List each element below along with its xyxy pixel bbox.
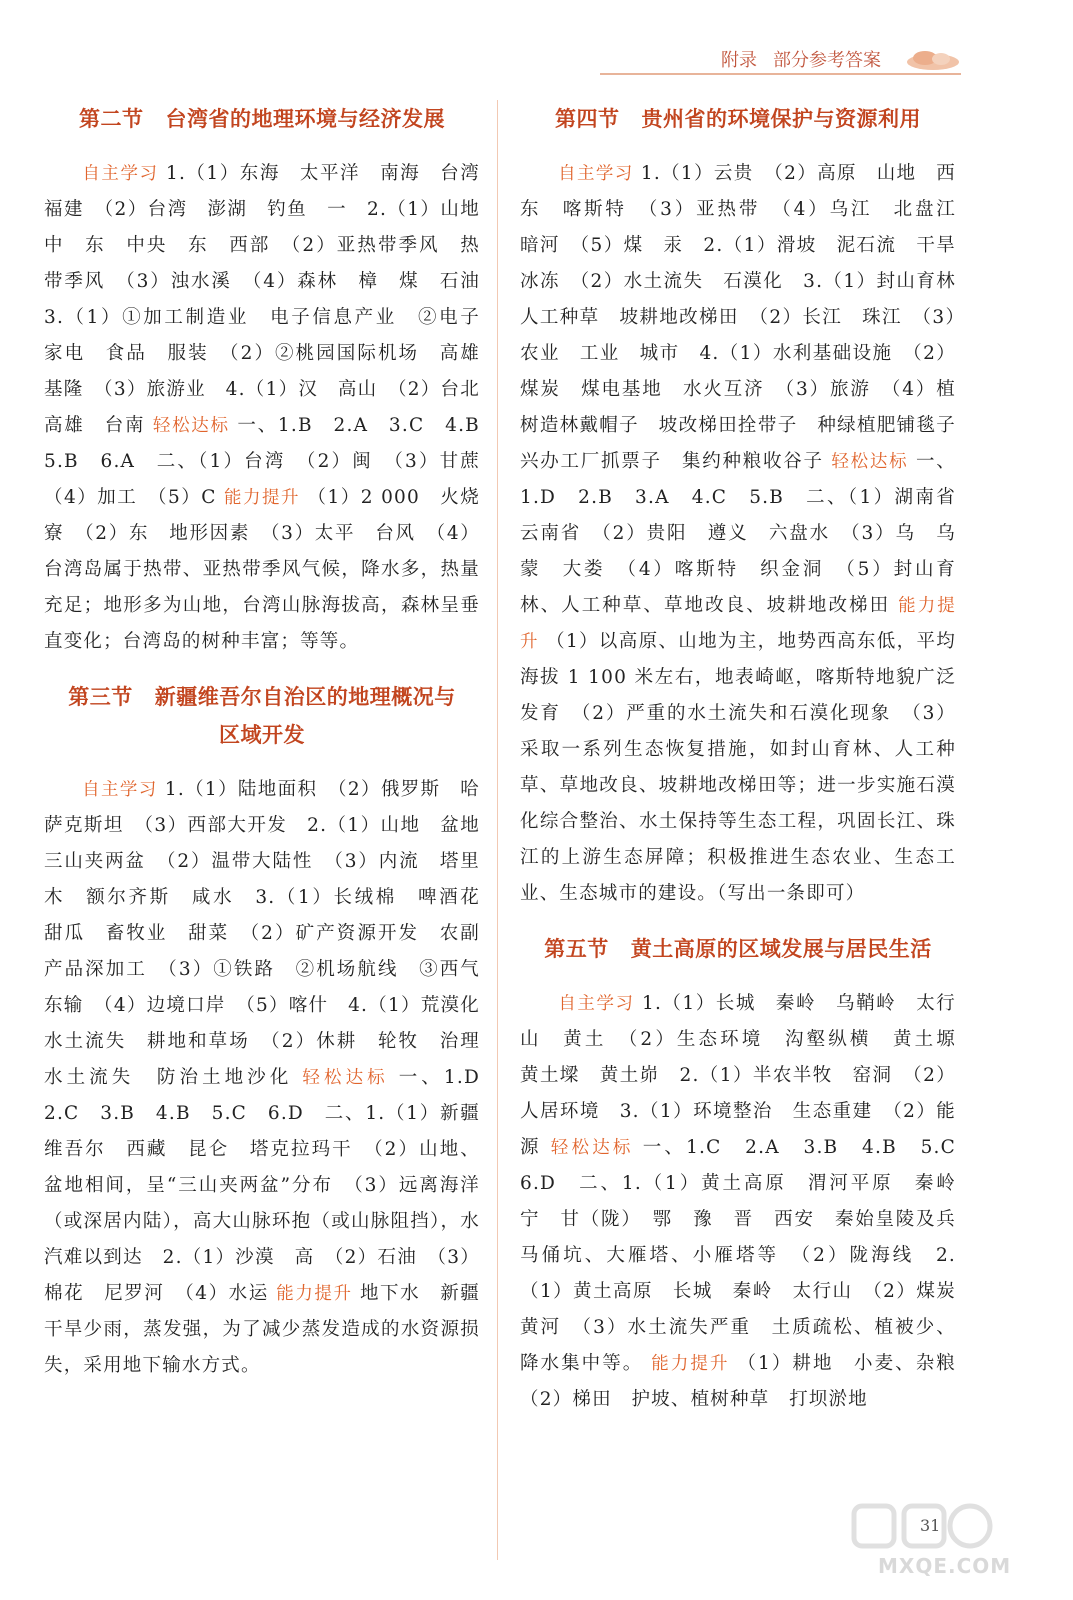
- header-rule: [600, 73, 961, 75]
- section-5-answers: 自主学习 1.（1）长城 秦岭 乌鞘岭 太行山 黄土 （2）生态环境 沟壑纵横 黄土塬 黄土墚 黄土峁 2.（1）半农半牧 窑洞 （2）人居环境 3.（1）环境整治 生态重建 （2）能源 轻松达标 一、1.C 2.A 3.B 4.B 5.C 6.D 二、1.（1）黄土高原 渭河平原 秦岭 宁 甘（陇） 鄂 豫 晋 西安 秦始皇陵及兵马俑坑、大雁塔、小雁塔等 （2）陇海线 2.（1）黄土高原 长城 秦岭 太行山 （2）煤炭 黄河 （3）水土流失严重 土质疏松、植被少、降水集中等。 能力提升 （1）耕地 小麦、杂粮 （2）梯田 护坡、植树种草 打坝淤地: [520, 993, 976, 1410]
- watermark-url: MXQE.COM: [878, 1554, 1012, 1578]
- tag-ability-improve: 能力提升: [651, 1354, 730, 1374]
- tag-ability-improve: 能力提升: [276, 1284, 353, 1304]
- section-2-answers: 自主学习 1.（1）东海 太平洋 南海 台湾 福建 （2）台湾 澎湖 钓鱼 一 2.（1）山地 中 东 中央 东 西部 （2）亚热带季风 热带季风 （3）浊水溪 （4）森林 樟 煤 石油 3.（1）①加工制造业 电子信息产业 ②电子 家电 食品 服装 （2）②桃园国际机场 高雄 基隆 （3）旅游业 4.（1）汉 高山 （2）台北 高雄 台南 轻松达标 一、1.B 2.A 3.C 4.B 5.B 6.A 二、（1）台湾 （2）闽 （3）甘蔗 （4）加工 （5）C 能力提升 （1）2 000 火烧寮 （2）东 地形因素 （3）太平 台风 （4）台湾岛属于热带、亚热带季风气候，降水多，热量充足；地形多为山地，台湾山脉海拔高，森林呈垂直变化；台湾岛的树种丰富；等等。: [44, 163, 500, 652]
- section-3-title: 第三节 新疆维吾尔自治区的地理概况与 区域开发: [68, 684, 456, 747]
- tag-self-study: 自主学习: [558, 164, 634, 184]
- tag-self-study: 自主学习: [82, 164, 159, 184]
- section-4-title: 第四节 贵州省的环境保护与资源利用: [555, 106, 921, 131]
- tag-ability-improve: 能力提升: [224, 488, 301, 508]
- page-number: 31: [920, 1516, 941, 1535]
- tag-easy-standard: 轻松达标: [831, 452, 909, 472]
- right-column: [520, 100, 976, 1436]
- tag-easy-standard: 轻松达标: [550, 1138, 634, 1158]
- header-appendix: 附录: [721, 50, 757, 71]
- watermark: [850, 1500, 1012, 1580]
- tag-easy-standard: 轻松达标: [152, 416, 230, 436]
- section-2-title: 第二节 台湾省的地理环境与经济发展: [79, 106, 445, 131]
- cloud-decoration-icon: [897, 48, 961, 70]
- tag-ability-improve: 能力提升: [520, 596, 956, 652]
- section-4-answers: 自主学习 1.（1）云贵 （2）高原 山地 西 东 喀斯特 （3）亚热带 （4）乌江 北盘江 暗河 （5）煤 汞 2.（1）滑坡 泥石流 干旱 冰冻 （2）水土流失 石漠化 3.（1）封山育林 人工种草 坡耕地改梯田 （2）长江 珠江 （3）农业 工业 城市 4.（1）水利基础设施 （2）煤炭 煤电基地 水火互济 （3）旅游 （4）植树造林戴帽子 坡改梯田拴带子 种绿植肥铺毯子 兴办工厂抓票子 集约种粮收谷子 轻松达标 一、1.D 2.B 3.A 4.C 5.B 二、（1）湖南省 云南省 （2）贵阳 遵义 六盘水 （3）乌 乌蒙 大娄 （4）喀斯特 织金洞 （5）封山育林、人工种草、草地改良、坡耕地改梯田 能力提升 （1）以高原、山地为主，地势西高东低，平均海拔 1 100 米左右，地表崎岖，喀斯特地貌广泛发育 （2）严重的水土流失和石漠化现象 （3）采取一系列生态恢复措施，如封山育林、人工种草、草地改良、坡耕地改梯田等；进一步实施石漠化综合整治、水土保持等生态工程，巩固长江、珠江的上游生态屏障；积极推进生态农业、生态工业、生态城市的建设。（写出一条即可）: [520, 163, 976, 904]
- tag-self-study: 自主学习: [82, 780, 158, 800]
- tag-easy-standard: 轻松达标: [302, 1068, 389, 1088]
- header-title: 部分参考答案: [773, 50, 881, 71]
- section-5-title: 第五节 黄土高原的区域发展与居民生活: [544, 936, 932, 961]
- watermark-logo-icon: [850, 1500, 1000, 1556]
- left-column: [44, 100, 500, 1402]
- tag-self-study: 自主学习: [558, 994, 635, 1014]
- section-3-answers: 自主学习 1.（1）陆地面积 （2）俄罗斯 哈萨克斯坦 （3）西部大开发 2.（1）山地 盆地 三山夹两盆 （2）温带大陆性 （3）内流 塔里木 额尔齐斯 咸水 3.（1）长绒棉 啤酒花 甜瓜 畜牧业 甜菜 （2）矿产资源开发 农副产品深加工 （3）①铁路 ②机场航线 ③西气东输 （4）边境口岸 （5）喀什 4.（1）荒漠化 水土流失 耕地和草场 （2）休耕 轮牧 治理水土流失 防治土地沙化 轻松达标 一、1.D 2.C 3.B 4.B 5.C 6.D 二、1.（1）新疆维吾尔 西藏 昆仑 塔克拉玛干 （2）山地、盆地相间，呈“三山夹两盆”分布 （3）远离海洋（或深居内陆），高大山脉环抱（或山脉阻挡），水汽难以到达 2.（1）沙漠 高 （2）石油 （3）棉花 尼罗河 （4）水运 能力提升 地下水 新疆干旱少雨，蒸发强，为了减少蒸发造成的水资源损失，采用地下输水方式。: [44, 779, 500, 1376]
